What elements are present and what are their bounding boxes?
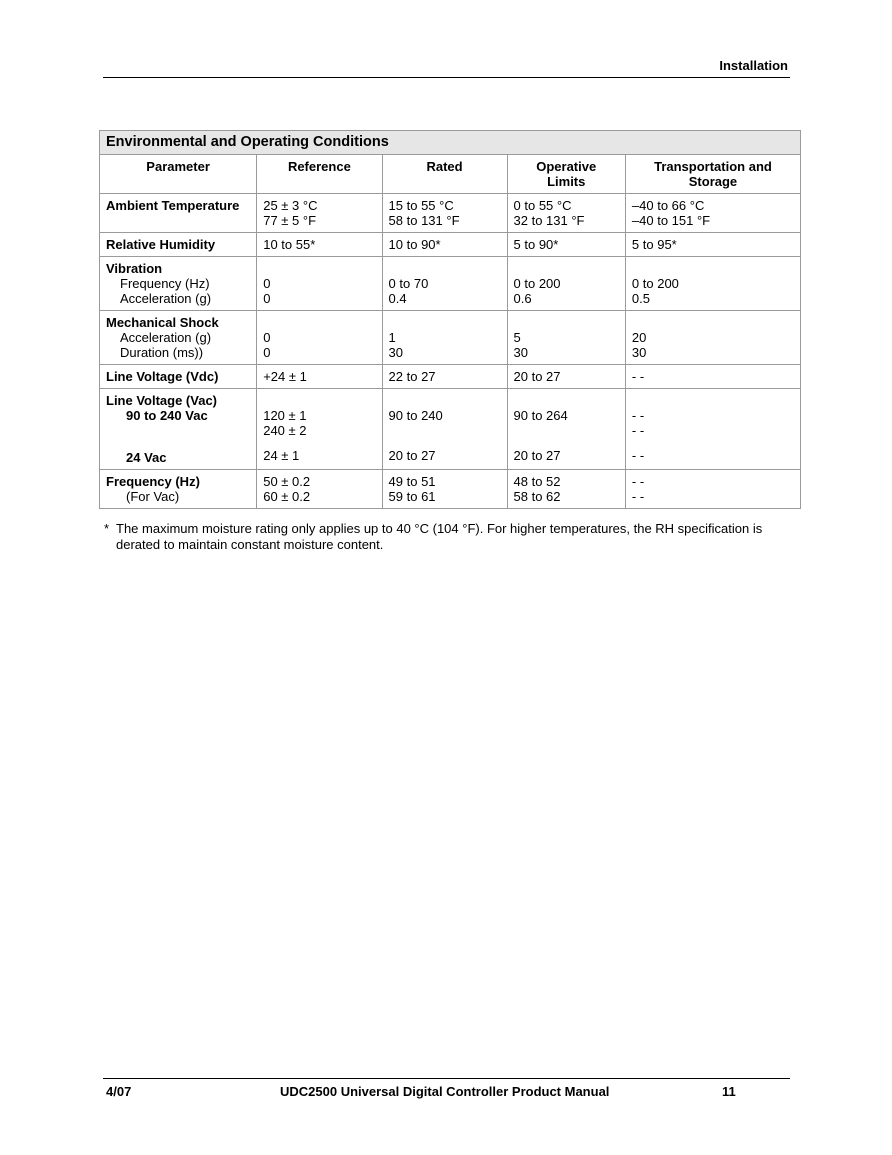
table-cell: 120 ± 1 240 ± 2 24 ± 1 (257, 389, 382, 470)
table-cell: 20 to 27 (507, 365, 625, 389)
page-number: 11 (722, 1084, 736, 1099)
table-cell: 0 to 55 °C 32 to 131 °F (507, 194, 625, 233)
footer-date: 4/07 (106, 1084, 132, 1099)
footer-title: UDC2500 Universal Digital Controller Product Manual (280, 1084, 610, 1099)
table-row (100, 194, 801, 233)
environmental-conditions-table (99, 130, 801, 509)
table-cell: 0 0 (257, 311, 382, 365)
table-cell: - - - - - - (625, 389, 800, 470)
table-cell: 49 to 51 59 to 61 (382, 470, 507, 509)
table-cell: 90 to 264 20 to 27 (507, 389, 625, 470)
table-row (100, 257, 801, 311)
table-cell: 25 ± 3 °C 77 ± 5 °F (257, 194, 382, 233)
table-cell: 0 to 70 0.4 (382, 257, 507, 311)
table-header-row (100, 155, 801, 194)
table-row (100, 233, 801, 257)
table-cell: 0 to 200 0.5 (625, 257, 800, 311)
table-cell: +24 ± 1 (257, 365, 382, 389)
column-header-rated: Rated (382, 155, 507, 194)
table-cell: 50 ± 0.2 60 ± 0.2 (257, 470, 382, 509)
row-label-ambient-temperature: Ambient Temperature (100, 194, 257, 233)
column-header-reference: Reference (257, 155, 382, 194)
row-label-line-voltage-vac: Line Voltage (Vac) 90 to 240 Vac 24 Vac (100, 389, 257, 470)
row-label-vibration: Vibration Frequency (Hz) Acceleration (g) (100, 257, 257, 311)
table-cell: 0 to 200 0.6 (507, 257, 625, 311)
table-cell: 10 to 90* (382, 233, 507, 257)
table-cell: 90 to 240 20 to 27 (382, 389, 507, 470)
table-title-row (100, 131, 801, 155)
row-label-line-voltage-vdc: Line Voltage (Vdc) (100, 365, 257, 389)
table-title: Environmental and Operating Conditions (100, 131, 801, 155)
table-cell: 5 to 90* (507, 233, 625, 257)
table-cell: - - - - (625, 470, 800, 509)
table-cell: 22 to 27 (382, 365, 507, 389)
table-row (100, 311, 801, 365)
table-cell: 0 0 (257, 257, 382, 311)
table-cell: –40 to 66 °C –40 to 151 °F (625, 194, 800, 233)
table-cell: 5 30 (507, 311, 625, 365)
column-header-transport-storage: Transportation and Storage (625, 155, 800, 194)
table-row (100, 365, 801, 389)
column-header-parameter: Parameter (100, 155, 257, 194)
footer-rule (103, 1078, 790, 1079)
table-cell: 20 30 (625, 311, 800, 365)
footnote-text: The maximum moisture rating only applies up to 40 °C (104 °F). For higher temperatures, the RH specification is derated to maintain constant moisture content. (116, 521, 763, 552)
table-cell: - - (625, 365, 800, 389)
table-row (100, 389, 801, 470)
section-header: Installation (719, 58, 788, 73)
row-label-mechanical-shock: Mechanical Shock Acceleration (g) Duration (ms)) (100, 311, 257, 365)
table-cell: 10 to 55* (257, 233, 382, 257)
footnote-marker: * (104, 521, 110, 536)
table-cell: 15 to 55 °C 58 to 131 °F (382, 194, 507, 233)
table-row (100, 470, 801, 509)
table-cell: 48 to 52 58 to 62 (507, 470, 625, 509)
table-cell: 1 30 (382, 311, 507, 365)
row-label-frequency: Frequency (Hz) (For Vac) (100, 470, 257, 509)
table-footnote (104, 521, 784, 552)
column-header-operative-limits: Operative Limits (507, 155, 625, 194)
table-cell: 5 to 95* (625, 233, 800, 257)
row-label-relative-humidity: Relative Humidity (100, 233, 257, 257)
header-rule (103, 77, 790, 78)
